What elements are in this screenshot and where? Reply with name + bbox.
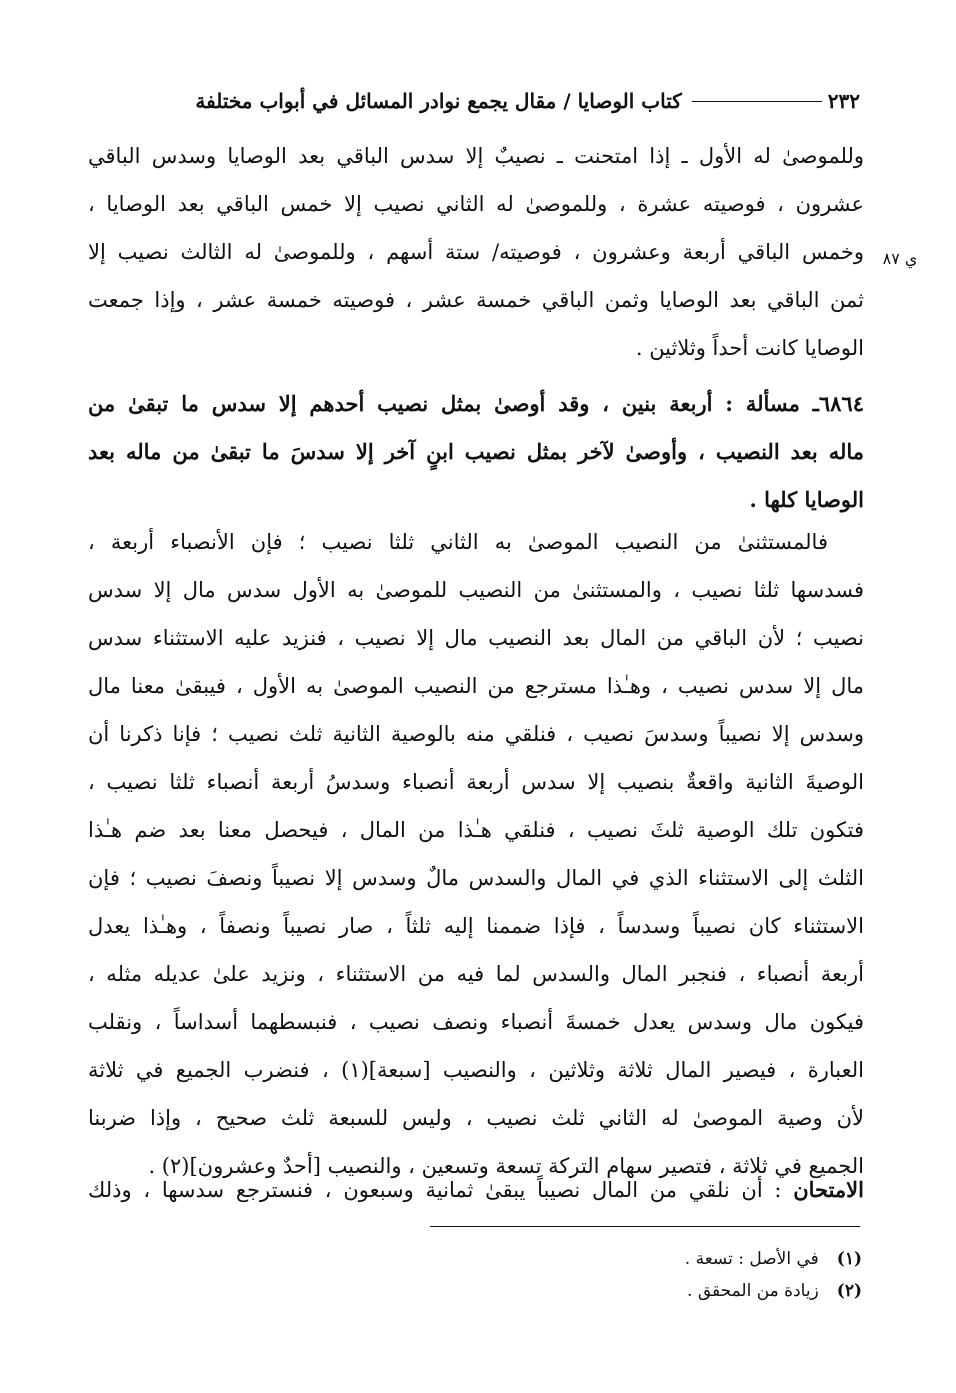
text-line: فتكون تلك الوصية ثلثَ نصيب ، فنلقي هـٰذا من المال ، فيحصل معنا بعد ضم هـٰذا (88, 818, 864, 842)
exam-label: الامتحان (793, 1177, 864, 1202)
paragraph-continuation (88, 132, 864, 372)
footnote (400, 1243, 862, 1275)
text-line: فالمستثنىٰ من النصيب الموصىٰ به الثاني ثلثا نصيب ؛ فإن الأنصباء أربعة ، (88, 530, 828, 554)
header-title: كتاب الوصايا / مقال يجمع نوادر المسائل في أبواب مختلفة (195, 89, 682, 113)
text-line: الاستثناء كان نصيباً وسدساً ، فإذا ضممنا إليه ثلثاً ، صار نصيباً ونصفاً ، وهـٰذا يعدل (88, 914, 864, 938)
text-line: الوصايا كلها . (749, 487, 864, 512)
footnotes (400, 1243, 862, 1307)
text-line: مال إلا سدس نصيب ، وهـٰذا مسترجع من النصيب الموصىٰ به الأول ، فيبقىٰ معنا مال (88, 674, 864, 698)
text-line: الوصايا كانت أحداً وثلاثين . (635, 336, 864, 360)
text-line: الجميع في ثلاثة ، فتصير سهام التركة تسعة وتسعين ، والنصيب [أحدٌ وعشرون](٢) . (148, 1154, 864, 1178)
running-header (88, 84, 860, 118)
text-line: وخمس الباقي أربعة وعشرون ، فوصيته/ ستة أسهم ، وللموصىٰ له الثالث نصيب إلا (88, 240, 864, 264)
header-rule (692, 101, 822, 102)
text-line: العبارة ، فيصير المال ثلاثة وثلاثين ، والنصيب [سبعة](١) ، فنضرب الجميع في ثلاثة (88, 1058, 864, 1082)
footnote-text: زيادة من المحقق . (687, 1281, 819, 1301)
text-line: الثلث إلى الاستثناء الذي في المال والسدس مالٌ وسدس إلا نصيباً ونصفَ نصيب ؛ فإن (88, 866, 864, 890)
text-line: نصيب ؛ لأن الباقي من المال بعد النصيب مال إلا نصيب ، فنزيد عليه الاستثناء سدس (88, 626, 864, 650)
footnote-number: (١) (836, 1249, 862, 1269)
text-line: ٦٨٦٤ـ مسألة : أربعة بنين ، وقد أوصىٰ بمثل نصيب أحدهم إلا سدس ما تبقىٰ من (88, 391, 864, 416)
question-paragraph (88, 380, 864, 524)
footnote-rule (430, 1226, 860, 1227)
text-line: ماله بعد النصيب ، وأوصىٰ لآخر بمثل نصيب ابنٍ آخر إلا سدسَ ما تبقىٰ من ماله بعد (88, 439, 864, 464)
footnote (400, 1275, 862, 1307)
solution-paragraph (88, 518, 864, 1190)
text-line: فيكون مال وسدس يعدل خمسةَ أنصباء ونصف نصيب ، فنبسطهما أسداساً ، ونقلب (88, 1010, 864, 1034)
text-line: ثمن الباقي بعد الوصايا وثمن الباقي خمسة عشر ، فوصيته خمسة عشر ، وإذا جمعت (88, 288, 864, 312)
exam-text: : أن نلقي من المال نصيباً يبقىٰ ثمانية وسبعون ، فنسترجع سدسها ، وذلك (88, 1178, 794, 1202)
text-line: وللموصىٰ له الأول ـ إذا امتحنت ـ نصيبٌ إلا سدس الباقي بعد الوصايا وسدس الباقي (88, 144, 864, 168)
margin-note: ي ٨٧ (882, 249, 918, 268)
text-line: عشرون ، فوصيته عشرة ، وللموصىٰ له الثاني نصيب إلا خمس الباقي بعد الوصايا ، (88, 192, 864, 216)
page-number: ٢٣٢ (827, 89, 860, 113)
text-line: فسدسها ثلثا نصيب ، والمستثنىٰ من النصيب للموصىٰ به الأول سدس مال إلا سدس (88, 578, 864, 602)
text-line: أربعة أنصباء ، فنجبر المال والسدس لما فيه من الاستثناء ، ونزيد علىٰ عديله مثله ، (88, 962, 864, 986)
exam-line (88, 1166, 864, 1214)
text-line: الوصيةَ الثانية واقعةٌ بنصيب إلا سدس أربعة أنصباء وسدسُ أربعة أنصباء ثلثا نصيب ، (88, 770, 864, 794)
footnote-text: في الأصل : تسعة . (684, 1249, 819, 1269)
exam-paragraph (88, 1166, 864, 1214)
footnote-number: (٢) (836, 1281, 862, 1301)
text-line: لأن وصية الموصىٰ له الثاني ثلث نصيب ، وليس للسبعة ثلث صحيح ، وإذا ضربنا (88, 1106, 864, 1130)
text-line: وسدس إلا نصيباً وسدسَ نصيب ، فنلقي منه بالوصية الثانية ثلث نصيب ؛ فإنا ذكرنا أن (88, 722, 864, 746)
